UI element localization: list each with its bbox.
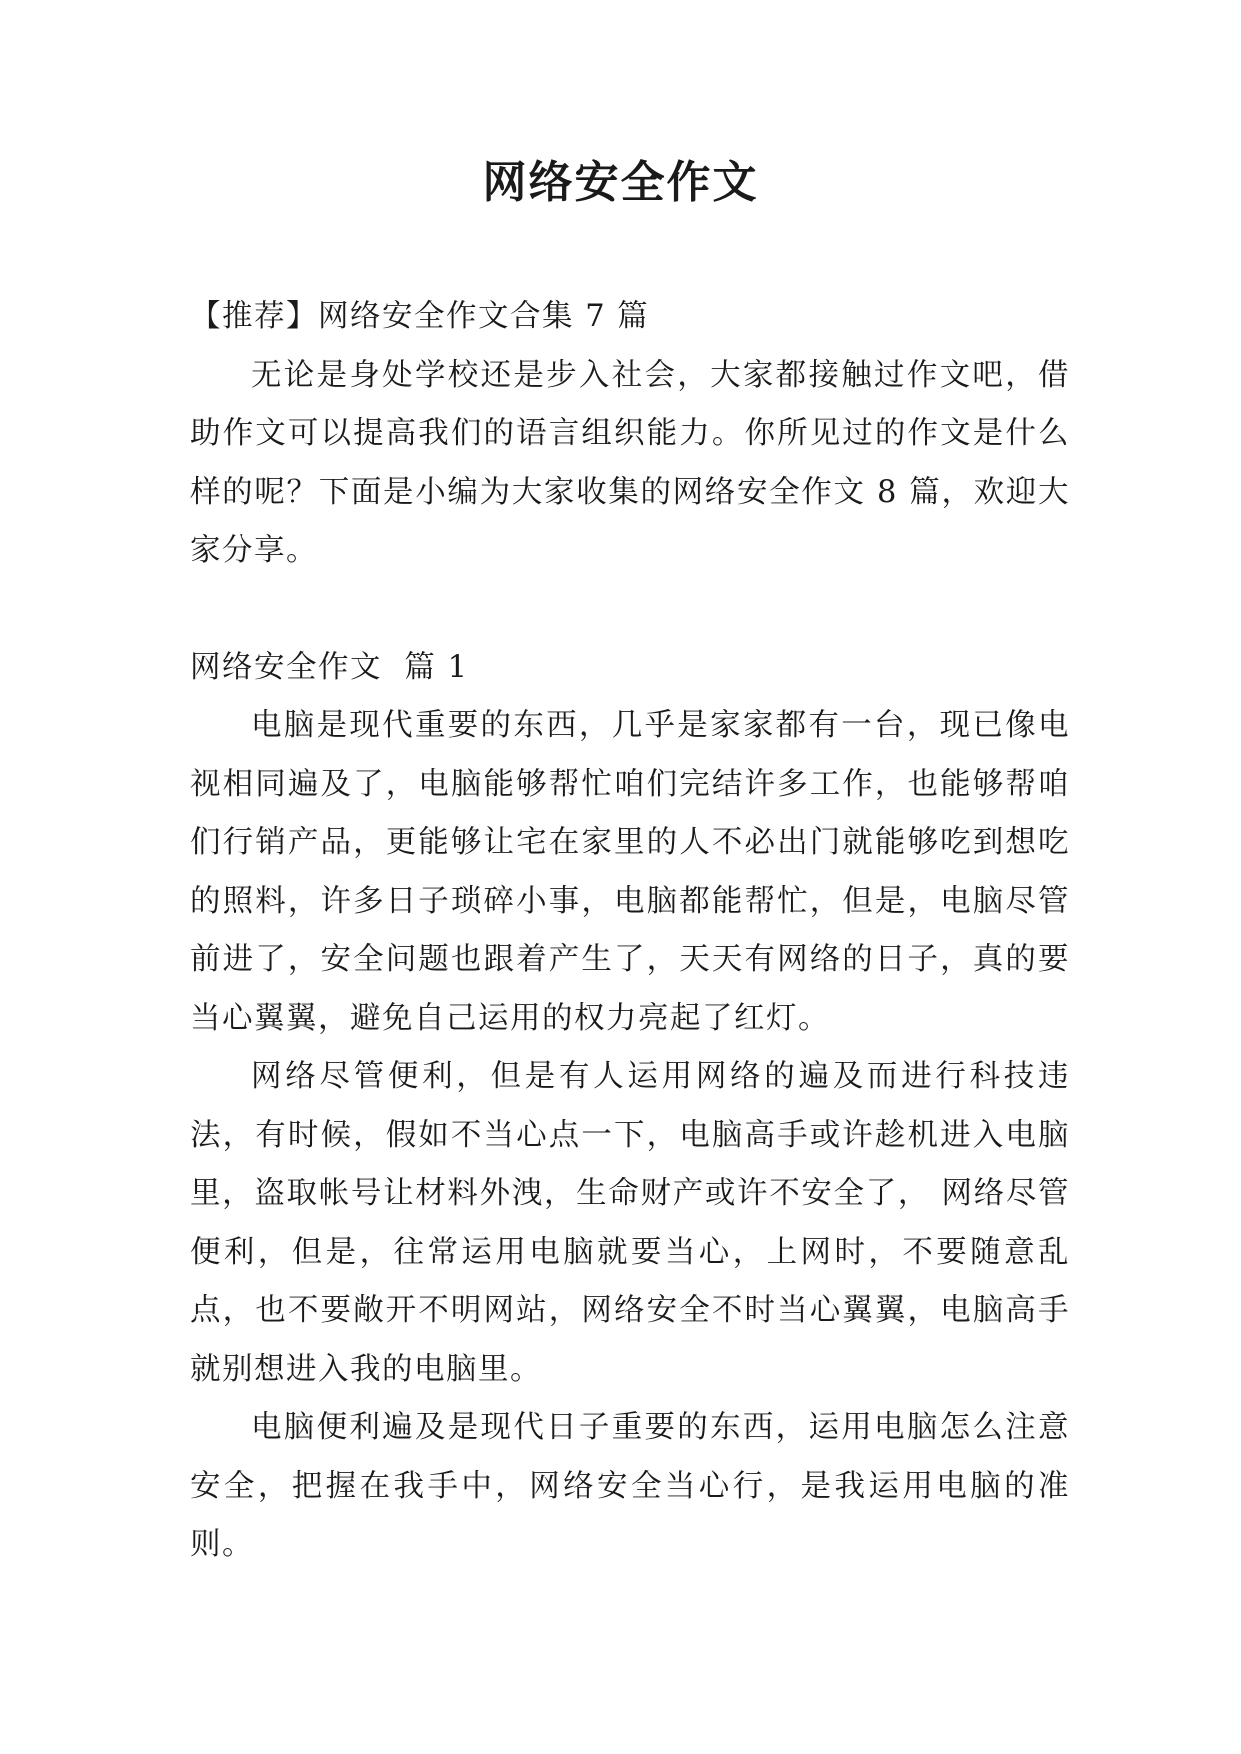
section-spacer [190, 581, 1070, 639]
section-heading: 网络安全作文 篇 1 [190, 649, 469, 685]
document-body [190, 288, 1070, 1575]
section-paragraph: 电脑是现代重要的东西，几乎是家家都有一台，现已像电视相同遍及了，电脑能够帮忙咱们完结许多工作，也能够帮咱们行销产品，更能够让宅在家里的人不必出门就能够吃到想吃的照料，许多日子琐碎小事，电脑都能帮忙，但是，电脑尽管前进了，安全问题也跟着产生了，天天有网络的日子，真的要当心翼翼，避免自己运用的权力亮起了红灯。 [190, 708, 1070, 1036]
section-paragraph: 电脑便利遍及是现代日子重要的东西，运用电脑怎么注意安全，把握在我手中，网络安全当心行，是我运用电脑的准则。 [190, 1410, 1070, 1562]
document-title: 网络安全作文 [482, 157, 759, 208]
recommend-line: 【推荐】网络安全作文合集 7 篇 [190, 299, 650, 334]
intro-paragraph: 无论是身处学校还是步入社会，大家都接触过作文吧，借助作文可以提高我们的语言组织能力。你所见过的作文是什么样的呢？下面是小编为大家收集的网络安全作文 8 篇，欢迎大家分享。 [190, 357, 1070, 568]
section-paragraph: 网络尽管便利，但是有人运用网络的遍及而进行科技违法，有时候，假如不当心点一下，电脑高手或许趁机进入电脑里，盗取帐号让材料外洩，生命财产或许不安全了， 网络尽管便利，但是，往常运用电脑就要当心，上网时，不要随意乱点，也不要敞开不明网站，网络安全不时当心翼翼，电脑高手就别想进入我的电脑里。 [190, 1059, 1070, 1387]
